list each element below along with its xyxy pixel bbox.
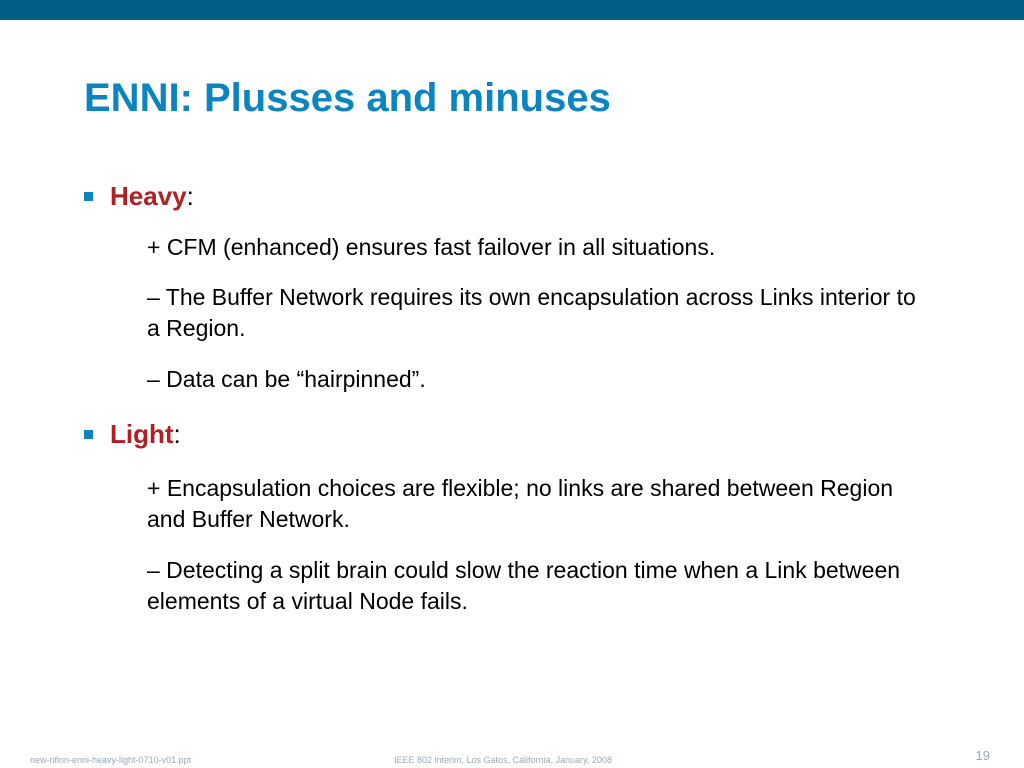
light-item-2: – Detecting a split brain could slow the reaction time when a Link between elements of a virtual Node fails. (147, 557, 901, 614)
footer-file-name: new-nfinn-enni-heavy-light-0710-v01.ppt (30, 755, 192, 765)
heavy-item-1: + CFM (enhanced) ensures fast failover in all situations. (147, 234, 716, 260)
square-bullet-icon (84, 430, 93, 439)
heavy-term: Heavy (110, 180, 187, 211)
square-bullet-icon (84, 192, 93, 201)
light-term: Light (110, 418, 174, 449)
light-bullet (84, 416, 181, 452)
footer-event: IEEE 802 interim, Los Gatos, California, January, 2008 (394, 755, 612, 765)
light-colon: : (173, 418, 181, 449)
heavy-colon: : (186, 180, 194, 211)
heavy-bullet (84, 178, 194, 214)
slide-title: ENNI: Plusses and minuses (84, 76, 611, 120)
light-item-1: + Encapsulation choices are flexible; no links are shared between Region and Buffer Network. (147, 475, 894, 532)
heavy-item-2: – The Buffer Network requires its own encapsulation across Links interior to a Region. (147, 284, 916, 341)
heavy-item-3: – Data can be “hairpinned”. (147, 366, 426, 392)
page-number: 19 (975, 748, 990, 763)
